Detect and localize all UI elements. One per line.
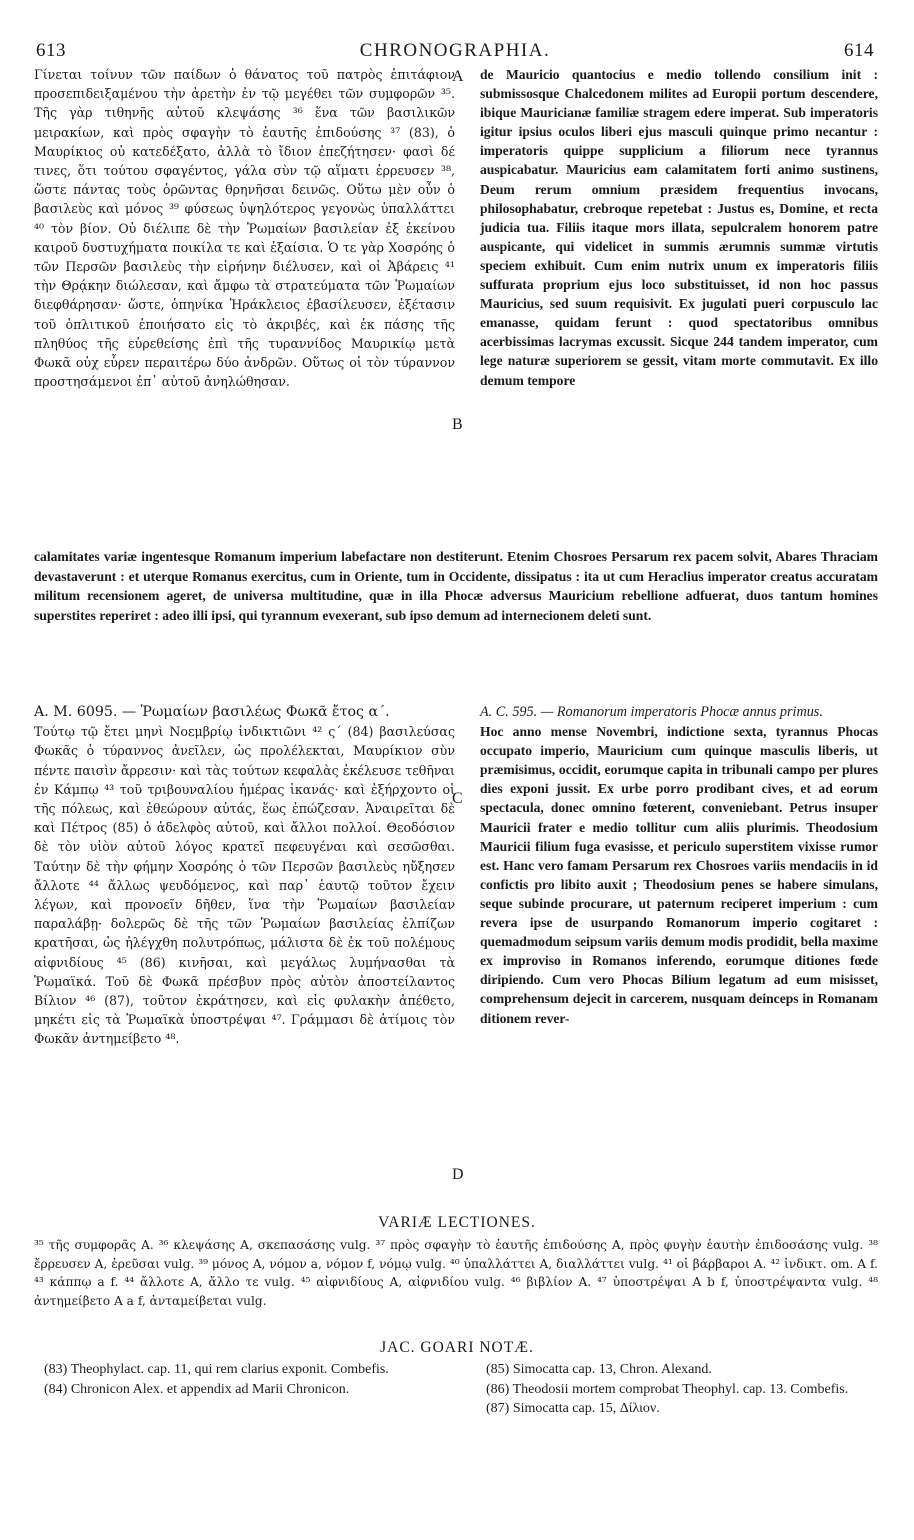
variae-lectiones-text: ³⁵ τῆς συμφορᾶς A. ³⁶ κλεψάσης A, σκεπασάσης vulg. ³⁷ πρὸς σφαγὴν τὸ ἑαυτῆς ἐπιδούσης A, πρὸς φυγὴν ἑαυτὴν ἐπιδοσάσης vulg. ³⁸ ἔρρευσεν A, ἐρεῦσαι vulg. ³⁹ μόνος A, νόμον a, νόμον f, νόμῳ vulg. ⁴⁰ ὑπαλλάττει A, διαλλάττει vulg. ⁴¹ οἱ βάρβαροι A. ⁴² ἰνδικτ. om. A f. ⁴³ κάππῳ a f. ⁴⁴ ἄλλοτε A, ἄλλο τε vulg. ⁴⁵ αἰφνιδίους A, αἰφνιδίου vulg. ⁴⁶ βιβλίον A. ⁴⁷ ὑποστρέψαι A b f, ὑποστρέψαντα vulg. ⁴⁸ ἀντημείβετο A a f, ἀνταμείβεται vulg. bbox=[34, 1238, 878, 1308]
latin-column-2 bbox=[480, 703, 878, 1028]
running-header bbox=[36, 40, 874, 62]
page-number-left: 613 bbox=[36, 40, 66, 61]
note-83: (83) Theophylact. cap. 11, qui rem clarius exponit. Combefis. bbox=[44, 1362, 389, 1377]
page-number-right: 614 bbox=[844, 40, 874, 61]
greek-paragraph-2: Τούτῳ τῷ ἔτει μηνὶ Νοεμβρίῳ ἰνδικτιῶνι ⁴² ς΄ (84) βασιλεύσας Φωκᾶς ὁ τύραννος ἀνεῖλεν, ὡς προλέλεκται, Μαυρίκιον σὺν πέντε παισὶν ἄρρεσιν· καὶ τὰς τούτων κεφαλὰς ἐκέλευσε τεθῆναι ἐν Κάμπῳ ⁴³ τοῦ τριβουναλίου ἡμέρας ἱκανάς· καὶ ἐξήρχοντο οἱ τῆς πόλεως, καὶ ἐθεώρουν αὐτάς, ἕως ἐπώζεσαν. Ἀναιρεῖται δὲ καὶ Πέτρος (85) ὁ ἀδελφὸς αὐτοῦ, καὶ ἄλλοι πολλοί. Θεοδόσιον δὲ τὸν υἱὸν αὐτοῦ λόγος κρατεῖ πεφευγέναι καὶ σεσῶσθαι. Ταύτην δὲ τὴν φήμην Χοσρόης ὁ τῶν Περσῶν βασιλεὺς ηὔξησεν ἄλλοτε ⁴⁴ ἄλλως ψευδόμενος, καὶ παρ᾿ ἑαυτῷ τοῦτον ἔχειν λέγων, καὶ προνοεῖν δῆθεν, ἵνα τὴν Ῥωμαίων βασιλείαν παραλάβῃ· δολερῶς δὲ τῆς τῶν Ῥωμαίων βασιλείας ἐλπίζων κρατῆσαι, ὡς ἠλέγχθη πολυτρόπως, μάλιστα δὲ ἐκ τοῦ πολέμους αἰφνιδίους ⁴⁵ (86) κινῆσαι, καὶ μεγάλως λυμήνασθαι τὰ Ῥωμαϊκά. Τοῦ δὲ Φωκᾶ πρέσβυν πρὸς αὐτὸν ἀποστείλαντος Βίλιον ⁴⁶ (87), τοῦτον ἐκράτησεν, καὶ εἰς φυλακὴν ἀπέθετο, μηκέτι εἰς τὰ Ῥωμαϊκὰ ὑποστρέψαι ⁴⁷. Γράμμασι δὲ ἀτίμοις τὸν Φωκᾶν ἀντημείβετο ⁴⁸. bbox=[34, 724, 455, 1047]
note-86: (86) Theodosii mortem comprobat Theophyl. cap. 13. Combefis. bbox=[486, 1381, 849, 1397]
note-84: (84) Chronicon Alex. et appendix ad Marii Chronicon. bbox=[44, 1381, 350, 1397]
greek-column-1 bbox=[34, 65, 455, 391]
margin-marker-d: D bbox=[452, 1166, 464, 1183]
variae-lectiones-title: VARIÆ LECTIONES. bbox=[378, 1214, 536, 1231]
latin-year-heading: A. C. 595. — Romanorum imperatoris Phocæ annus primus. bbox=[480, 704, 823, 720]
note-85: (85) Simocatta cap. 13, Chron. Alexand. bbox=[486, 1362, 712, 1377]
margin-marker-c: C bbox=[452, 790, 463, 807]
latin-paragraph-2: Hoc anno mense Novembri, indictione sexta, tyrannus Phocas occupato imperio, Mauricium cum quinque masculis liberis, ut præmisimus, occidit, eorumque capita in tribunali campo per plures dies exponi jussit. Ex urbe porro prodibant cives, et ad eorum spectacula, donec omnino fœterent, conveniebant. Petrus insuper Mauricii frater e medio tollitur cum aliis plurimis. Theodosium Mauricii filium fuga evasisse, et periculo superstitem vixisse rumor est. Hanc vero famam Persarum rex Chosroes variis mendaciis in id confictis pro libito auxit ; Theodosium penes se habere simulans, seque subinde procurare, ut paternum reciperet imperium : cum revera ipse de usurpando Romanorum imperio cogitaret : quemadmodum seipsum variis demum modis prodidit, bella maxime ex improviso in Romanos inferendo, eorumque ditiones fœde diripiendo. Cum vero Phocas Bilium legatum ad eum misisset, comprehensum dejecit in carcerem, nusquam deinceps in Romanam ditionem rever- bbox=[480, 724, 878, 1026]
notes-right-column bbox=[486, 1360, 878, 1419]
latin-paragraph-1: de Mauricio quantocius e medio tollendo consilium init : submissosque Chalcedonem milites ad Europii portum descendere, ibique Mauricianæ familiæ stragem edere imperat. Sub imperatoris igitur ipsius oculos liberi ejus masculi quinque primo necantur : imperatoris quippe supplicium a filiorum nece tyrannus auspicabatur. Mauricius eam calamitatem forti animo sustinens, Deum rerum omnium præsidem frequentius invocans, philosophabatur, crebroque repetebat : Justus es, Domine, et recta judicia tua. Filiis itaque mors illata, sepulcralem honorem patre auspicante, qui videlicet in summis ærumnis summæ virtutis speciem exhibuit. Cum enim nutrix unum ex imperatoris filiis suffurata proprium ejus loco substituisset, id non hoc passus Mauricius, sed suum requisivit. Ex jugulati pueri corpusculo lac emanasse, quidam ferunt : quod spectatoribus omnibus acerbissimas lacrymas excussit. Sicque 244 tandem imperator, cum lege naturæ superiorem se gessit, vitam morte commutavit. Ex illo demum tempore bbox=[480, 67, 878, 388]
greek-paragraph-1: Γίνεται τοίνυν τῶν παίδων ὁ θάνατος τοῦ πατρὸς ἐπιτάφιον προσεπιδειξαμένου τὴν ἀρετὴν ἐν τῷ μεγέθει τῶν συμφορῶν ³⁵. Τῆς γὰρ τιθηνῆς αὐτοῦ κλεψάσης ³⁶ ἕνα τῶν βασιλικῶν μειρακίων, καὶ πρὸς σφαγὴν τὸ ἑαυτῆς ἐπιδούσης ³⁷ (83), ὁ Μαυρίκιος οὐ κατεδέξατο, ἀλλὰ τὸ ἴδιον ἐπεζήτησεν· φασὶ δέ τινες, ὅτι τούτου σφαγέντος, γάλα σὺν τῷ αἵματι ἐρρευσεν ³⁸, ὥστε πάντας τοὺς ὁρῶντας θρηνῆσαι δεινῶς. Οὕτω μὲν οὖν ὁ βασιλεὺς καὶ μόνος ³⁹ φύσεως ὑψηλότερος γεγονὼς ὑπαλλάττει ⁴⁰ τὸν βίον. Οὐ διέλιπε δὲ τὴν Ῥωμαίων βασιλείαν ἐξ ἐκείνου καιροῦ δυστυχήματα ποικίλα τε καὶ ἐξαίσια. Ὁ τε γὰρ Χοσρόης ὁ τῶν Περσῶν βασιλεὺς τὴν εἰρήνην διέλυσεν, καὶ οἱ Ἀβάρεις ⁴¹ τὴν Θρᾴκην διώλεσαν, καὶ ἄμφω τὰ στρατεύματα τῶν Ῥωμαίων διεφθάρησαν· ὥστε, ὁπηνίκα Ἡράκλειος ἐβασίλευσεν, ἐξέτασιν τοῦ ὁπλιτικοῦ ἐποιήσατο εἰς τὸ ἀκριβές, καὶ ἐκ πάσης τῆς πληθύος τῆς εὑρεθείσης ἐπὶ τῆς τυραννίδος Μαυρικίῳ μετὰ Φωκᾶ οὐχ εὗρεν περαιτέρω δύο ἀνδρῶν. Οὕτως οἱ τὸν τύραννον προστησάμενοι ἐπ᾿ αὐτοῦ ἀνηλώθησαν. bbox=[34, 67, 455, 390]
goari-notes-title: JAC. GOARI NOTÆ. bbox=[380, 1339, 534, 1356]
note-87: (87) Simocatta cap. 15, Δίλιον. bbox=[486, 1401, 660, 1416]
notes-left-column bbox=[44, 1360, 444, 1399]
margin-marker-b: B bbox=[452, 416, 463, 433]
margin-marker-a: A bbox=[452, 68, 464, 85]
running-title: CHRONOGRAPHIA. bbox=[359, 40, 551, 61]
greek-column-2 bbox=[34, 703, 455, 1049]
latin-column-1 bbox=[480, 65, 878, 390]
latin-full-width-paragraph: calamitates variæ ingentesque Romanum imperium labefactare non destiterunt. Etenim Chosroes Persarum rex pacem solvit, Abares Thraciam devastaverunt : et uterque Romanus exercitus, cum in Oriente, tum in Occidente, dissipatus : ita ut cum Heraclius imperator creatus accuratam militum recensionem ageret, de universa multitudine, quæ in illa Phocæ adversus Mauricium rebellione adfuerat, duos tantum homines superstites reperiret : adeo illi ipsi, qui tyrannum evexerant, sub ipso demum ad internecionem deleti sunt. bbox=[34, 549, 878, 623]
greek-year-heading: A. M. 6095. — Ῥωμαίων βασιλέως Φωκᾶ ἔτος α΄. bbox=[34, 704, 390, 720]
